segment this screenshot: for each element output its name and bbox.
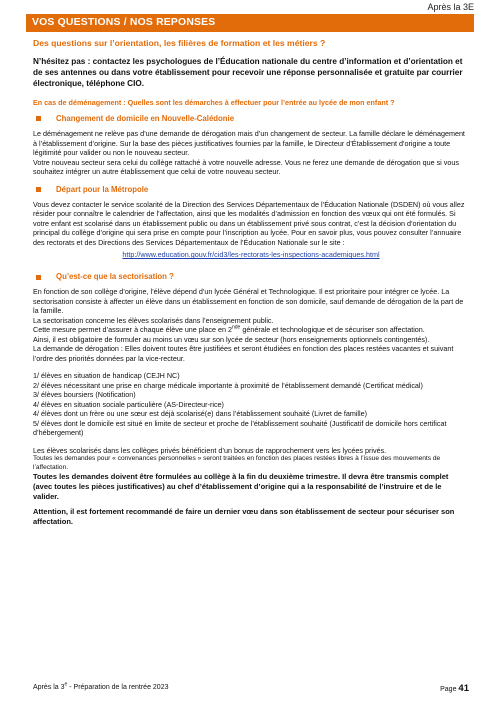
section-heading-metropole [33,185,469,195]
list-item: 1/ élèves en situation de handicap (CEJH NC) [33,371,180,381]
intro-paragraph: N’hésitez pas : contactez les psychologues de l’Éducation nationale du centre d’information et d’orientation et de ses antennes ou dans votre établissement pour recevoir une réponse personnalisée et gratuite par courrier électronique, téléphone CIO. [33,57,463,88]
paragraph: Ainsi, il est obligatoire de formuler au moins un vœu sur son lycée de secteur (hors enseignements optionnels contingentés). [33,334,430,344]
list-item: 4/ élèves en situation sociale particulière (AS-Directeur-rice) [33,399,224,409]
bold-note: Attention, il est fortement recommandé de faire un dernier vœu dans son établissement de secteur pour sécuriser son affectation. [33,506,455,526]
paragraph: La sectorisation concerne les élèves scolarisés dans l’enseignement public. [33,315,274,325]
list-item: 3/ élèves boursiers (Notification) [33,390,136,400]
square-bullet-icon [36,187,41,192]
square-bullet-icon [36,116,41,121]
banner-rule [26,31,474,32]
page-number: Page 41 [440,683,469,694]
paragraph: Vous devez contacter le service scolarité de la Direction des Services Départementaux de l’Éducation Nationale (DSDEN) où vous allez résider pour connaître le calendrier de l’affectation, ainsi que les modalités d’admission en fonction des vœux qui ont été formulés. Si votre enfant est scolarisé dans un établissement public ou dans un établissement privé sous contrat, c’est la décision d’orientation du principal du collège d’origine qui sera prise en compte pour l’inscription au lycée. Pour en savoir plus, vous pouvez consulter l’annuaire des rectorats et des Directions des Services Départementaux de l’Éducation Nationale sur le site : [33,199,465,247]
rectorats-link[interactable]: http://www.education.gouv.fr/cid3/les-rectorats-les-inspections-academiques.html [122,250,380,260]
page-footer [33,683,469,696]
page-content [33,38,469,527]
footer-title: Après la 3e - Préparation de la rentrée 2023 [33,681,169,691]
paragraph: En fonction de son collège d’origine, l’élève dépend d’un lycée Général et Technologique. Il est prioritaire pour intégrer ce lycée. La sectorisation consiste à affecter un élève dans un établissement en fonction de son domicile, sauf demande de dérogation de la part de la famille. [33,287,464,316]
bold-note: Toutes les demandes doivent être formulées au collège à la fin du deuxième trimestre. Il devra être transmis complet (avec toutes les pièces justificatives) au chef d’établissement d’origine qui a la responsabilité de l’instruire et de le valider. [33,472,449,502]
top-label: Après la 3E [427,2,474,12]
paragraph: Votre nouveau secteur sera celui du collège rattaché à votre nouvelle adresse. Vous ne ferez une demande de dérogation que si vous souhaitez intégrer un autre établissement que celui de votre nouveau secteur. [33,157,459,177]
section-heading-text: Changement de domicile en Nouvelle-Calédonie [56,113,235,123]
note-small: Toutes les demandes pour « convenances personnelles » seront traitées en fonction des places restées libres à l’issue des mouvements de l’affectation. [33,455,441,471]
section-heading-domicile [33,114,469,124]
paragraph: Cette mesure permet d’assurer à chaque élève une place en 2nde générale et technologique et de sécuriser son affectation. [33,324,425,335]
paragraph: Le déménagement ne relève pas d’une demande de dérogation mais d’un changement de secteur. La famille déclare le déménagement à l’établissement d’origine. Sur la base des pièces justificatives fournies par la famille, le Directeur d’Établissement d’origine a toute légitimité pour valider ou non le nouveau secteur. [33,129,465,158]
paragraph: La demande de dérogation : Elles doivent toutes être justifiées et seront étudiées en fonction des places restées vacantes et suivant l’ordre des priorités données par la vice-recteur. [33,344,454,363]
square-bullet-icon [36,275,41,280]
moving-question: En cas de déménagement : Quelles sont les démarches à effectuer pour l’entrée au lycée de mon enfant ? [33,98,395,108]
list-item: 2/ élèves nécessitant une prise en charge médicale importante à proximité de l’établissement demandé (Certificat médical) [33,380,423,390]
section-banner: VOS QUESTIONS / NOS REPONSES [26,14,474,31]
note: Les élèves scolarisés dans les collèges privés bénéficient d’un bonus de rapprochement vers les lycées privés. [33,445,387,455]
section-heading-text: Qu’est-ce que la sectorisation ? [56,271,174,281]
section-heading-sectorisation [33,272,469,282]
list-item: 5/ élèves dont le domicile est situé en limite de secteur et proche de l’établissement souhaité (Justificatif de domicile hors certificat d’hébergement) [33,418,447,438]
section-heading-text: Départ pour la Métropole [56,184,149,194]
list-item: 4/ élèves dont un frère ou une sœur est déjà scolarisé(e) dans l’établissement souhaité (Livret de famille) [33,409,367,419]
question-title: Des questions sur l’orientation, les filières de formation et les métiers ? [33,38,326,48]
